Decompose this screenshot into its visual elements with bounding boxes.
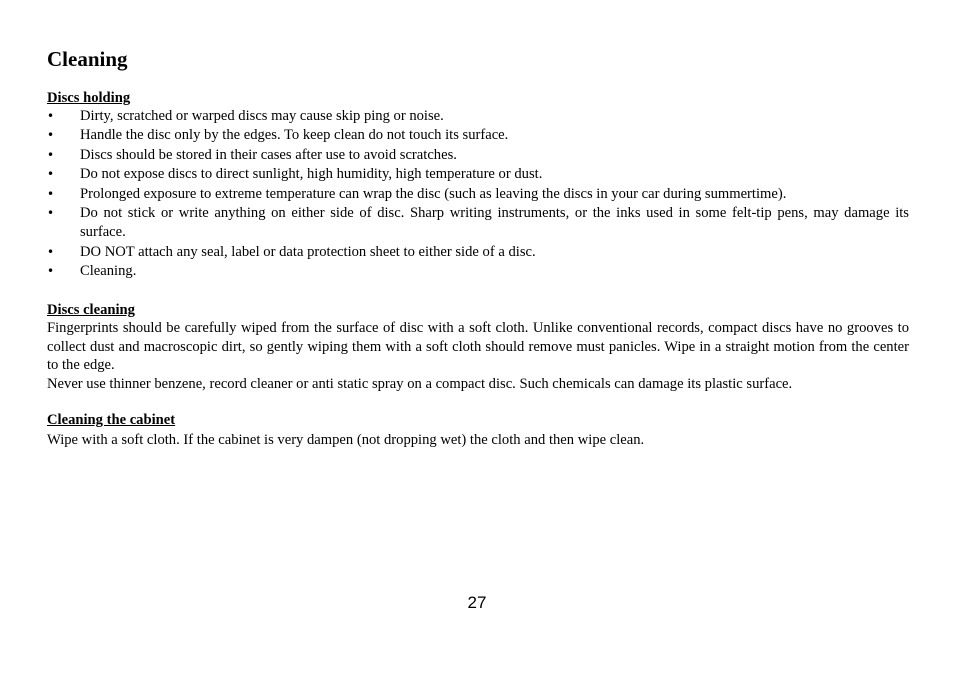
section-heading-cleaning-cabinet: Cleaning the cabinet: [47, 412, 176, 428]
list-item-text: Do not expose discs to direct sunlight, high humidity, high temperature or dust.: [80, 166, 543, 183]
list-item: [47, 262, 909, 281]
list-item-text: Dirty, scratched or warped discs may cause skip ping or noise.: [80, 108, 444, 124]
discs-cleaning-paragraph: Fingerprints should be carefully wiped from the surface of disc with a soft cloth. Unlike conventional records, compact discs have no grooves to collect dust and macroscopic dirt, so gently wiping them with a soft cloth should remove must panicles. Wipe in a straight motion from the center to the edge.: [47, 320, 909, 374]
section-heading-discs-holding: Discs holding: [47, 90, 131, 106]
list-item-text: Discs should be stored in their cases after use to avoid scratches.: [80, 146, 457, 163]
list-item: [47, 165, 909, 184]
list-item-text: DO NOT attach any seal, label or data protection sheet to either side of a disc.: [80, 243, 536, 260]
list-item-text: Handle the disc only by the edges. To keep clean do not touch its surface.: [80, 127, 509, 144]
bullet-icon: •: [47, 206, 55, 221]
bullet-icon: •: [47, 167, 55, 182]
bullet-icon: •: [47, 244, 55, 259]
page-number: 27: [467, 593, 487, 612]
discs-cleaning-warning: Never use thinner benzene, record cleaner or anti static spray on a compact disc. Such chemicals can damage its plastic surface.: [47, 376, 793, 392]
section-heading-discs-cleaning: Discs cleaning: [47, 302, 135, 318]
cabinet-paragraph: Wipe with a soft cloth. If the cabinet is very dampen (not dropping wet) the cloth and then wipe clean.: [47, 432, 645, 448]
discs-holding-list: [47, 107, 909, 282]
page-title: Cleaning: [47, 47, 128, 71]
list-item: [47, 146, 909, 165]
bullet-icon: •: [47, 147, 55, 162]
list-item-text: Do not stick or write anything on either side of disc. Sharp writing instruments, or the inks used in some felt-tip pens, may damage its surface.: [80, 205, 909, 241]
list-item-text: Prolonged exposure to extreme temperature can wrap the disc (such as leaving the discs in your car during summertime).: [80, 185, 787, 202]
list-item: [47, 243, 909, 262]
list-item: [47, 185, 909, 204]
bullet-icon: •: [47, 109, 55, 123]
list-item-text: Cleaning.: [80, 263, 137, 280]
list-item: [47, 107, 909, 126]
list-item: [47, 204, 909, 243]
bullet-icon: •: [47, 186, 55, 201]
bullet-icon: •: [47, 264, 55, 279]
list-item: [47, 126, 909, 145]
bullet-icon: •: [47, 128, 55, 143]
